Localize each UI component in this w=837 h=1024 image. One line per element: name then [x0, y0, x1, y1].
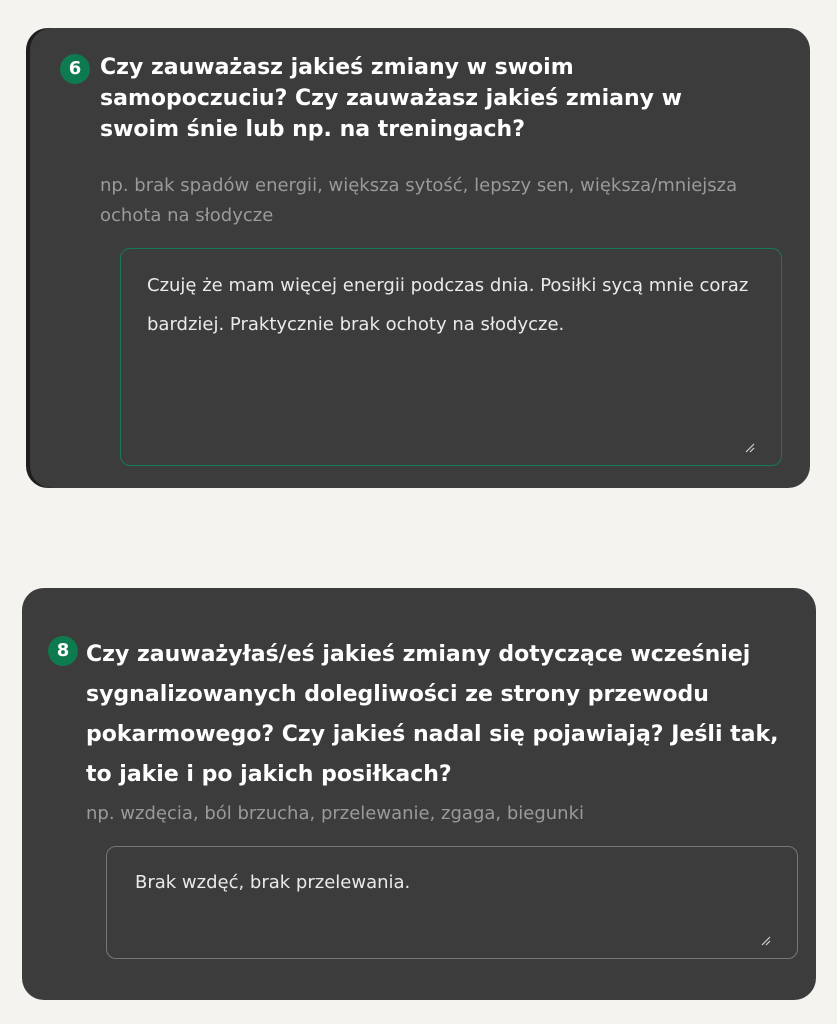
question-hint: np. brak spadów energii, większa sytość, lepszy sen, większa/mniejsza ochota na słodycze: [100, 175, 738, 226]
answer-textarea[interactable]: [120, 248, 782, 466]
answer-text: Brak wzdęć, brak przelewania.: [135, 872, 411, 893]
question-title: Czy zauważyłaś/eś jakieś zmiany dotyczące wcześniej sygnalizowanych dolegliwości ze strony przewodu pokarmowego? Czy jakieś nadal się pojawiają? Jeśli tak, to jakie i po jakich posiłkach?: [86, 642, 779, 787]
question-card-6: [30, 28, 810, 488]
question-card-8: [22, 588, 816, 1000]
question-hint: np. wzdęcia, ból brzucha, przelewanie, zgaga, biegunki: [86, 803, 585, 824]
resize-handle-icon[interactable]: [761, 936, 771, 946]
resize-handle-icon[interactable]: [745, 443, 755, 453]
answer-text: Czuję że mam więcej energii podczas dnia. Posiłki sycą mnie coraz bardziej. Praktycznie brak ochoty na słodycze.: [147, 275, 749, 335]
question-number-badge: 6: [60, 54, 90, 84]
question-title: Czy zauważasz jakieś zmiany w swoim samopoczuciu? Czy zauważasz jakieś zmiany w swoim śnie lub np. na treningach?: [100, 55, 682, 142]
question-number-badge: 8: [48, 636, 78, 666]
answer-textarea[interactable]: [106, 846, 798, 959]
